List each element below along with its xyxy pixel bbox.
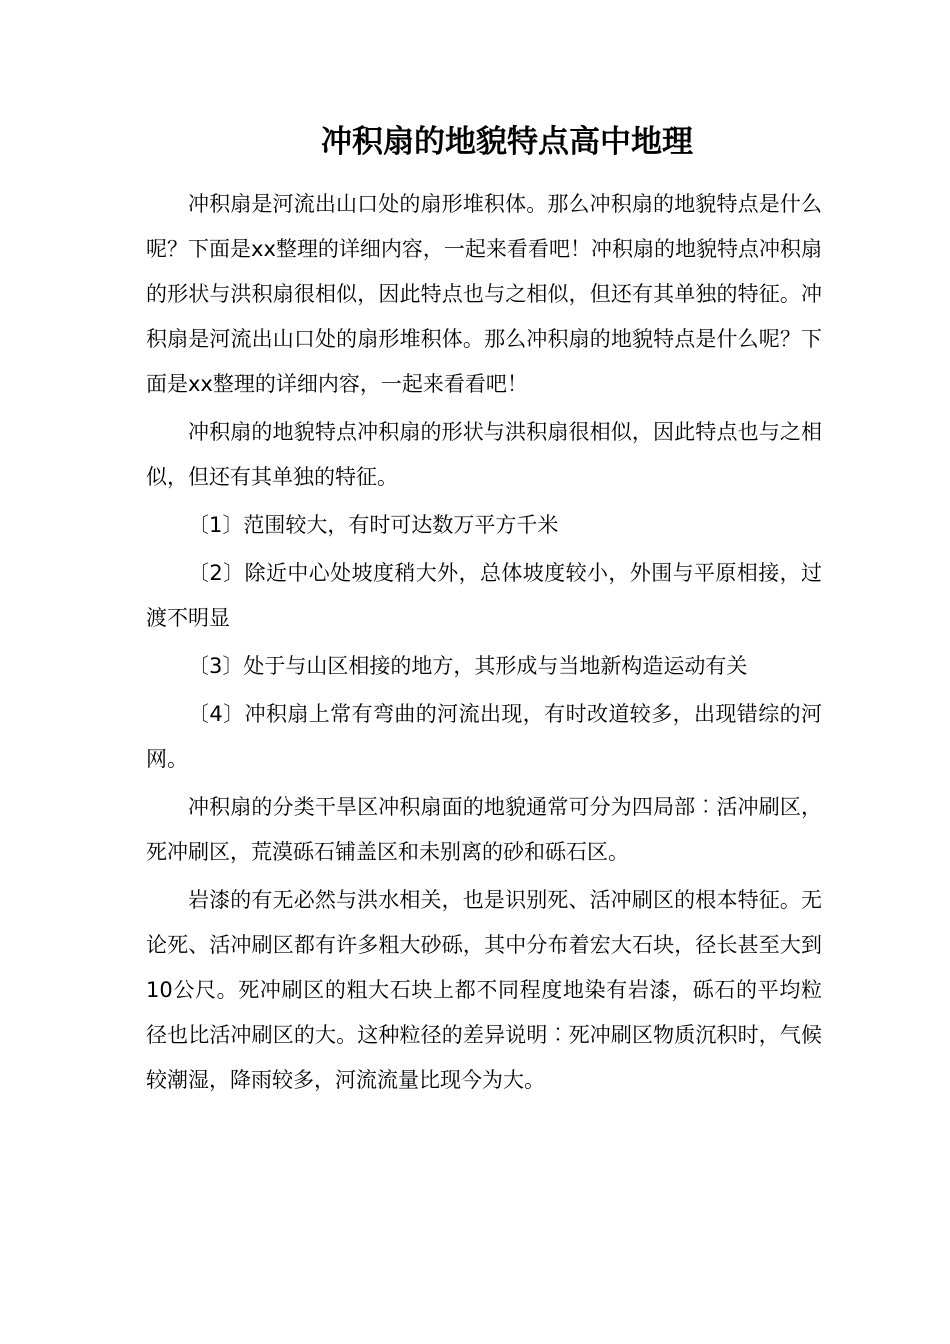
list-item-4: 〔4〕冲积扇上常有弯曲的河流出现，有时改道较多，出现错综的河网。	[146, 702, 822, 771]
paragraph-features: 冲积扇的地貌特点冲积扇的形状与洪积扇很相似，因此特点也与之相似，但还有其单独的特征。	[146, 420, 822, 489]
document-body	[146, 182, 822, 1106]
list-item-2: 〔2〕除近中心处坡度稍大外，总体坡度较小，外围与平原相接，过渡不明显	[146, 561, 822, 630]
page-title: 冲积扇的地貌特点高中地理	[321, 124, 693, 160]
paragraph-classification: 冲积扇的分类干旱区冲积扇面的地貌通常可分为四局部︰活冲刷区，死冲刷区，荒漠砾石铺盖区和未别离的砂和砾石区。	[146, 795, 822, 864]
list-item-1: 〔1〕范围较大，有时可达数万平方千米	[188, 513, 559, 537]
list-item-3: 〔3〕处于与山区相接的地方，其形成与当地新构造运动有关	[188, 654, 748, 678]
paragraph-intro: 冲积扇是河流出山口处的扇形堆积体。那么冲积扇的地貌特点是什么呢？下面是xx整理的详细内容，一起来看看吧！冲积扇的地貌特点冲积扇的形状与洪积扇很相似，因此特点也与之相似，但还有其单独的特征。冲积扇是河流出山口处的扇形堆积体。那么冲积扇的地貌特点是什么呢？下面是xx整理的详细内容，一起来看看吧！	[146, 192, 822, 396]
paragraph-rock-varnish: 岩漆的有无必然与洪水相关，也是识别死、活冲刷区的根本特征。无论死、活冲刷区都有许多粗大砂砾，其中分布着宏大石块，径长甚至大到10公尺。死冲刷区的粗大石块上都不同程度地染有岩漆，砾石的平均粒径也比活冲刷区的大。这种粒径的差异说明︰死冲刷区物质沉积时，气候较潮湿，降雨较多，河流流量比现今为大。	[146, 888, 822, 1092]
